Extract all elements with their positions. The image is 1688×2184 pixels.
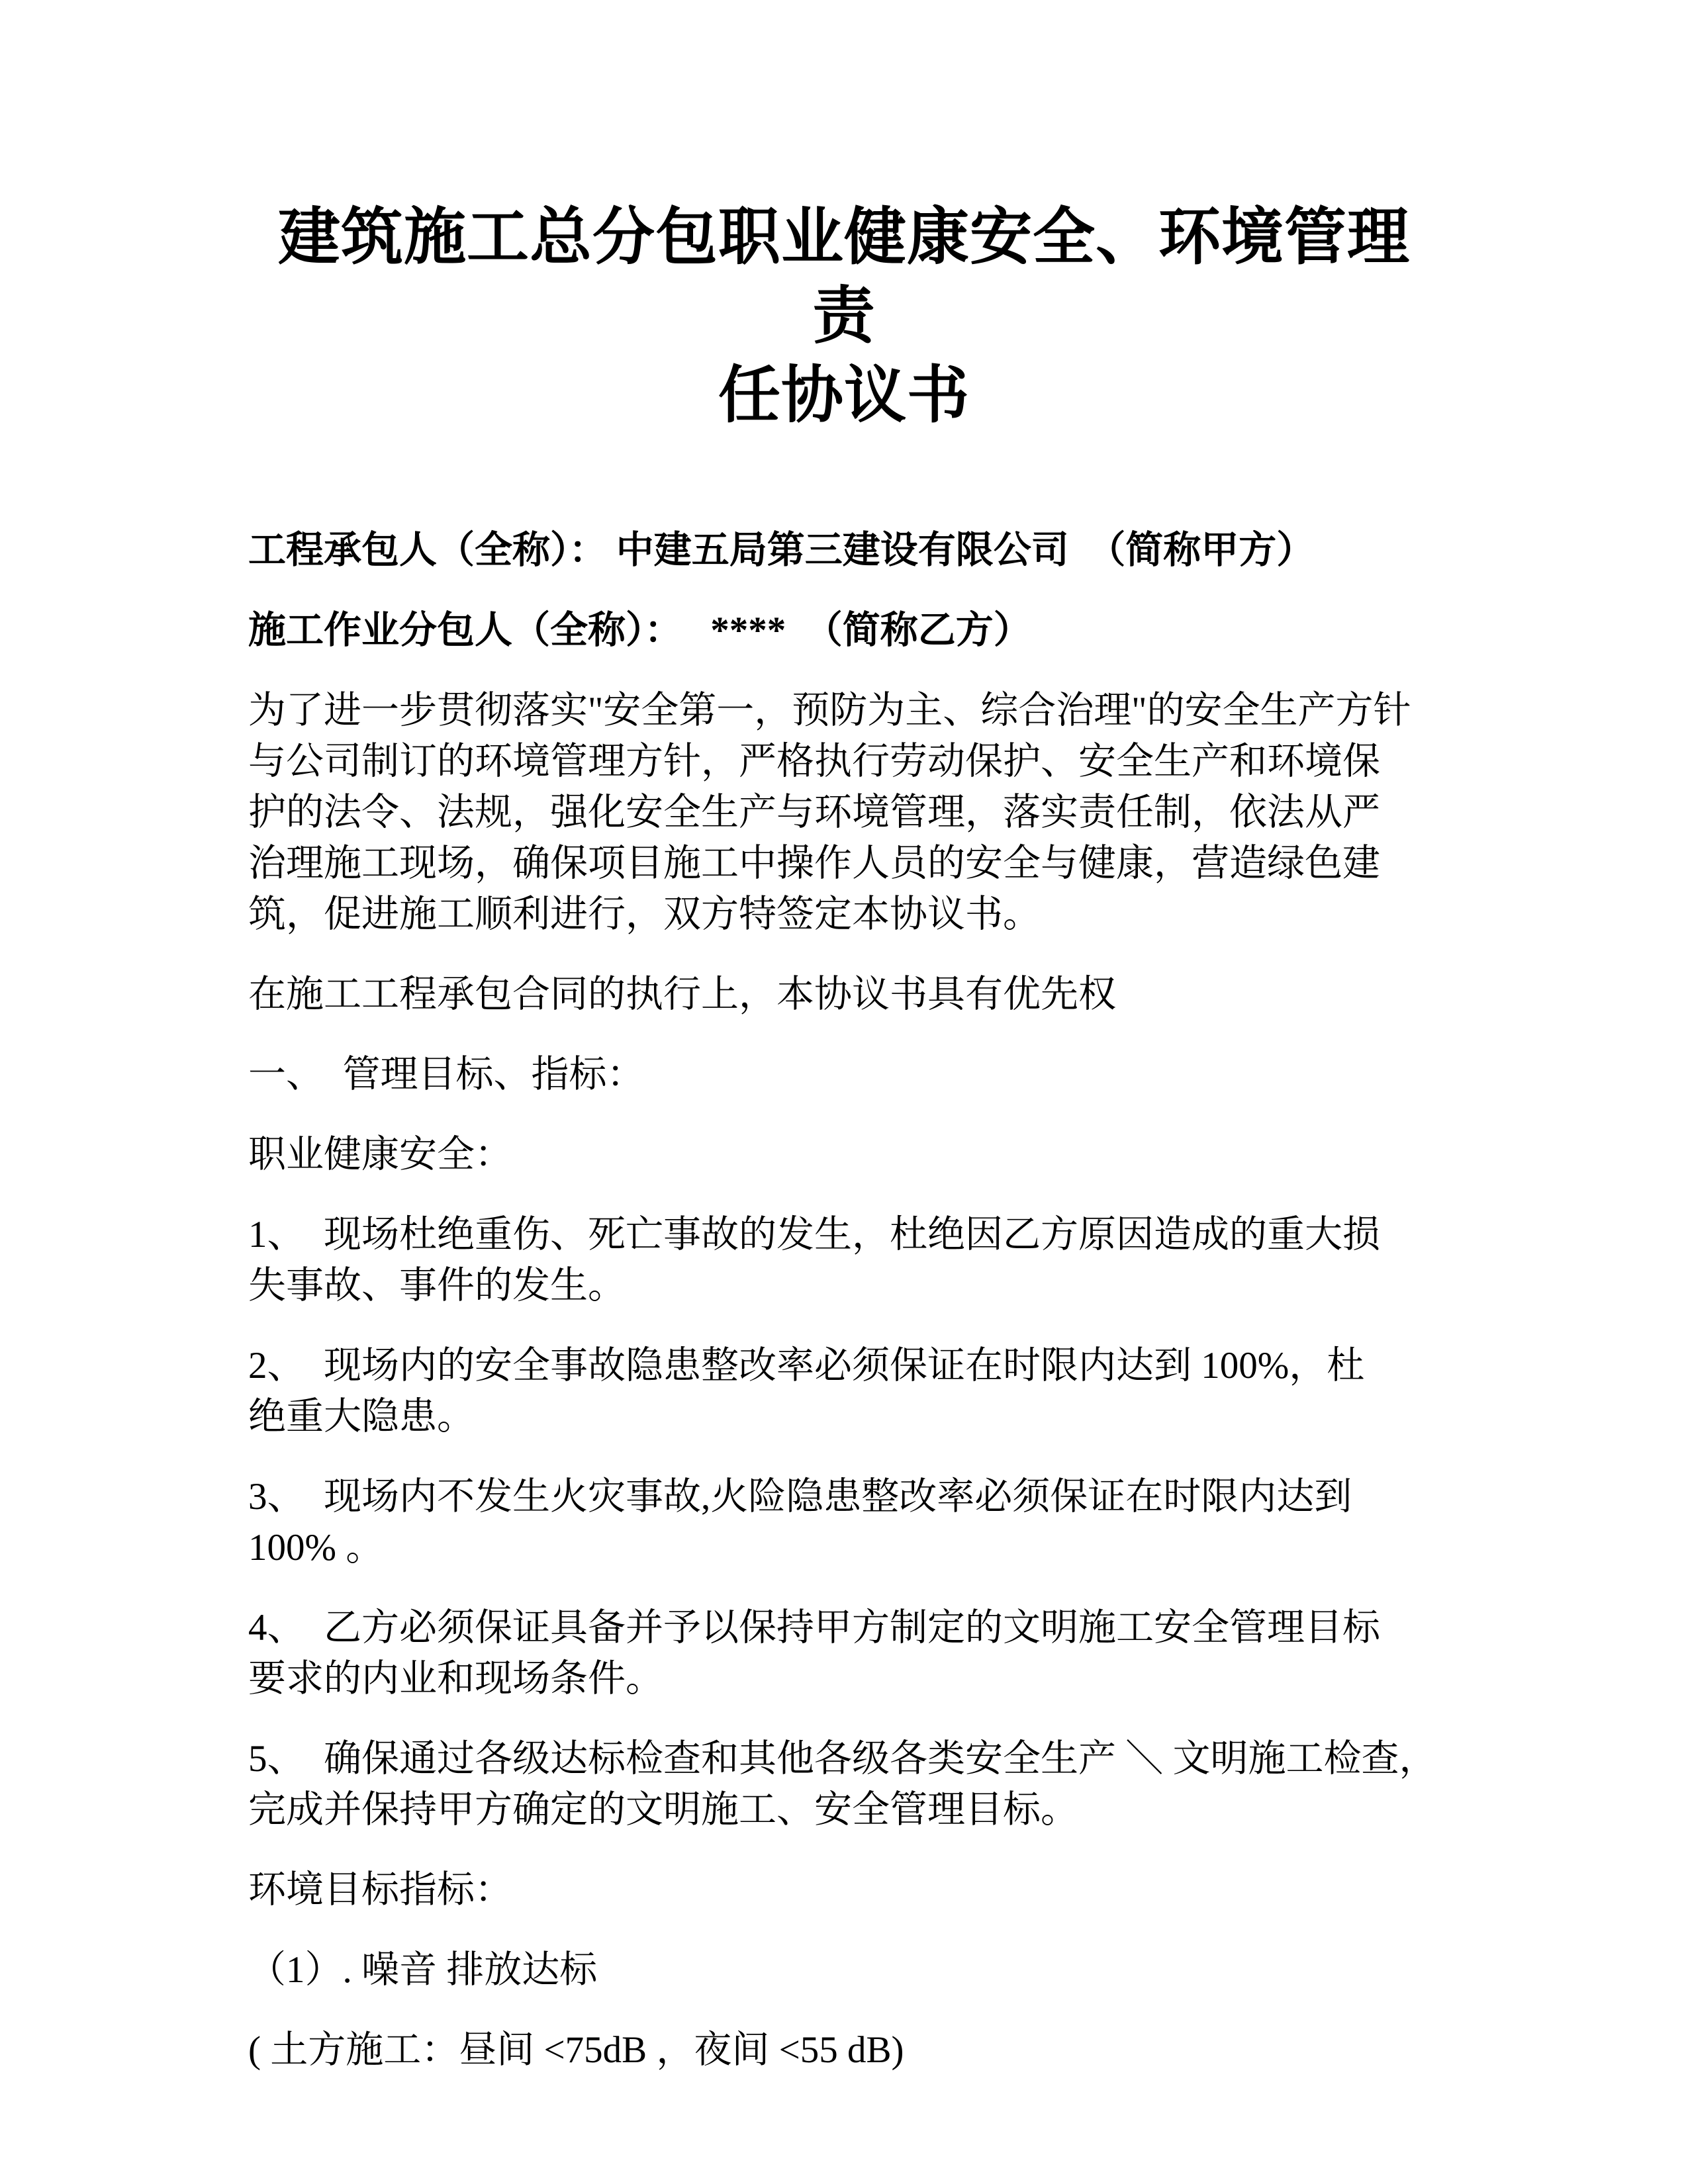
paragraph-contractor bbox=[248, 525, 1440, 576]
list-item-3 bbox=[248, 1471, 1440, 1573]
paragraph-line: 治理施工现场，确保项目施工中操作人员的安全与健康，营造绿色建 bbox=[248, 842, 1380, 885]
paragraph-line: 在施工工程承包合同的执行上，本协议书具有优先权 bbox=[248, 974, 1116, 1016]
paragraph-line: （1）. 噪音 排放达标 bbox=[248, 1949, 598, 1991]
page-title-line-2: 任协议书 bbox=[718, 361, 970, 430]
paragraph-line: 完成并保持甲方确定的文明施工、安全管理目标。 bbox=[248, 1789, 1078, 1831]
paragraph-line: 1、 现场杜绝重伤、死亡事故的发生，杜绝因乙方原因造成的重大损 bbox=[248, 1214, 1380, 1256]
paragraph-line: 要求的内业和现场条件。 bbox=[248, 1658, 663, 1700]
paragraph-line: 3、 现场内不发生火灾事故,火险隐患整改率必须保证在时限内达到 bbox=[248, 1476, 1352, 1518]
paragraph-preamble bbox=[248, 685, 1440, 940]
list-item-5 bbox=[248, 1733, 1440, 1835]
paragraph-line: 施工作业分包人（全称）： **** （简称乙方） bbox=[248, 610, 1031, 652]
paragraph-line: 护的法令、法规，强化安全生产与环境管理，落实责任制，依法从严 bbox=[248, 792, 1380, 834]
paragraph-line: 4、 乙方必须保证具备并予以保持甲方制定的文明施工安全管理目标 bbox=[248, 1607, 1380, 1649]
paragraph-line: 工程承包人（全称）： 中建五局第三建设有限公司 （简称甲方） bbox=[248, 529, 1315, 572]
list-item-1 bbox=[248, 1209, 1440, 1311]
env-item-noise bbox=[248, 1944, 1440, 1995]
paragraph-line: 失事故、事件的发生。 bbox=[248, 1265, 626, 1307]
paragraph-line: 绝重大隐患。 bbox=[248, 1396, 475, 1438]
paragraph-line: 2、 现场内的安全事故隐患整改率必须保证在时限内达到 100%，杜 bbox=[248, 1345, 1365, 1387]
paragraph-priority bbox=[248, 969, 1440, 1020]
paragraph-line: 环境目标指标： bbox=[248, 1869, 512, 1911]
page-title bbox=[248, 199, 1440, 435]
paragraph-line: 筑，促进施工顺利进行，双方特签定本协议书。 bbox=[248, 893, 1041, 936]
page-title-line-1: 建筑施工总分包职业健康安全、环境管理责 bbox=[277, 203, 1410, 351]
paragraph-line: 100% 。 bbox=[248, 1527, 384, 1569]
subheading-occupational-health bbox=[248, 1129, 1440, 1180]
section-heading-1 bbox=[248, 1049, 1440, 1100]
paragraph-line: ( 土方施工：昼间 <75dB ，夜间 <55 dB) bbox=[248, 2029, 904, 2071]
list-item-2 bbox=[248, 1340, 1440, 1442]
paragraph-line: 为了进一步贯彻落实"安全第一，预防为主、综合治理"的安全生产方针 bbox=[248, 690, 1411, 732]
paragraph-line: 一、 管理目标、指标： bbox=[248, 1054, 645, 1096]
paragraph-line: 5、 确保通过各级达标检查和其他各级各类安全生产 ＼ 文明施工检查， bbox=[248, 1738, 1437, 1780]
paragraph-subcontractor bbox=[248, 605, 1440, 656]
paragraph-line: 与公司制订的环境管理方针，严格执行劳动保护、安全生产和环境保 bbox=[248, 741, 1380, 783]
env-item-noise-limits bbox=[248, 2025, 1440, 2075]
subheading-environment-targets bbox=[248, 1864, 1440, 1915]
list-item-4 bbox=[248, 1602, 1440, 1704]
paragraph-line: 职业健康安全： bbox=[248, 1134, 512, 1176]
